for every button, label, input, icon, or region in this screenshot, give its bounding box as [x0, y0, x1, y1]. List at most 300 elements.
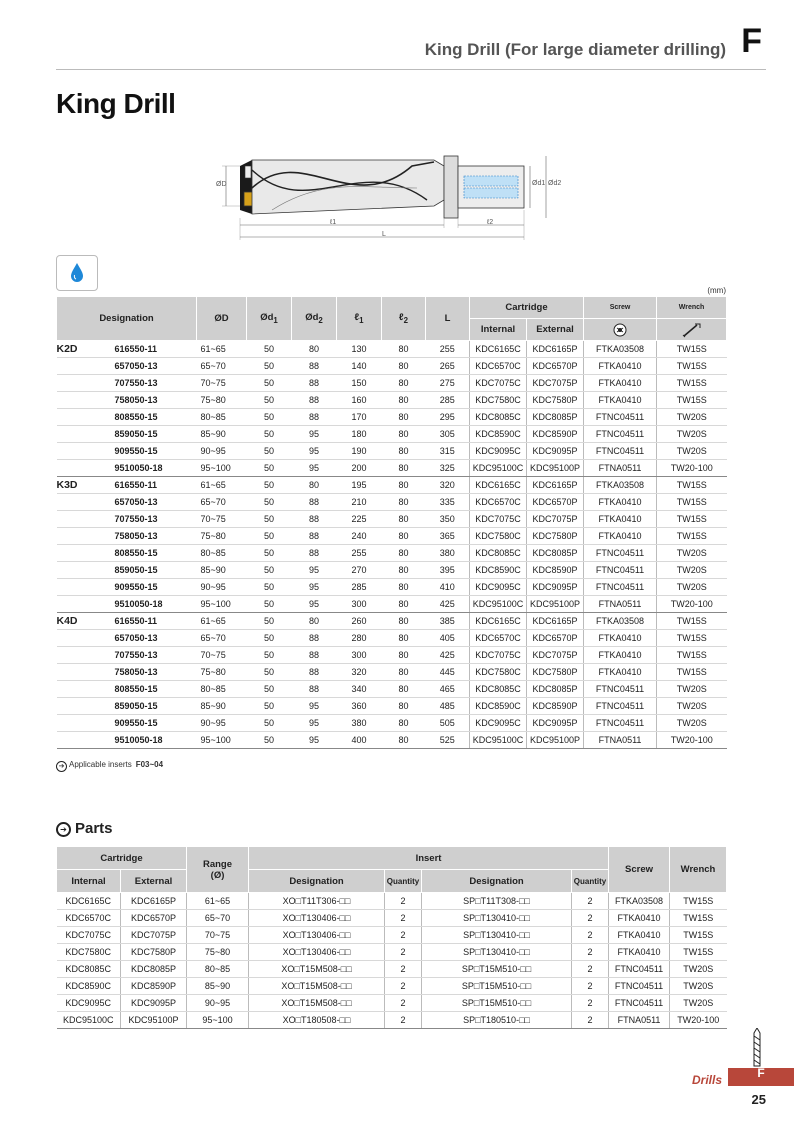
- th-internal: Internal: [470, 319, 527, 341]
- cell-cartridge-external: KDC95100P: [527, 732, 584, 749]
- cell-D: 95~100: [197, 460, 247, 477]
- cell-screw: FTNA0511: [584, 732, 657, 749]
- cell-wrench: TW20S: [657, 443, 727, 460]
- cell-L: 465: [426, 681, 470, 698]
- th-cartridge: Cartridge: [470, 297, 584, 319]
- series-label: [57, 698, 113, 715]
- th-wrench: Wrench: [657, 297, 727, 319]
- cell-cartridge-external: KDC7075P: [527, 647, 584, 664]
- parts-cell-screw: FTNA0511: [609, 1012, 670, 1029]
- cell-d2: 95: [292, 426, 337, 443]
- cell-d1: 50: [247, 341, 292, 358]
- parts-cell-insert-designation-2: SP□T15M510-□□: [422, 978, 572, 995]
- section-title: King Drill (For large diameter drilling): [424, 40, 726, 59]
- cell-cartridge-internal: KDC8590C: [470, 426, 527, 443]
- cell-D: 61~65: [197, 341, 247, 358]
- cell-l1: 130: [337, 341, 382, 358]
- cell-l1: 160: [337, 392, 382, 409]
- cell-d1: 50: [247, 443, 292, 460]
- parts-cell-insert-designation-2: SP□T15M510-□□: [422, 961, 572, 978]
- cell-cartridge-internal: KDC7580C: [470, 664, 527, 681]
- series-label: [57, 664, 113, 681]
- cell-wrench: TW20S: [657, 409, 727, 426]
- table-row: [57, 944, 727, 961]
- cell-l1: 150: [337, 375, 382, 392]
- screw-icon: [612, 322, 628, 338]
- parts-cell-cartridge-external: KDC6165P: [121, 893, 187, 910]
- parts-cell-insert-quantity-1: 2: [385, 1012, 422, 1029]
- cell-D: 70~75: [197, 511, 247, 528]
- cell-L: 525: [426, 732, 470, 749]
- cell-d2: 88: [292, 358, 337, 375]
- cell-L: 325: [426, 460, 470, 477]
- cell-screw: FTKA0410: [584, 664, 657, 681]
- cell-wrench: TW20S: [657, 562, 727, 579]
- applicable-inserts-note: [56, 760, 163, 772]
- parts-cell-insert-designation-2: SP□T130410-□□: [422, 944, 572, 961]
- coolant-icon-box: [56, 255, 98, 291]
- header-divider: [56, 69, 766, 70]
- cell-l1: 210: [337, 494, 382, 511]
- cell-l1: 190: [337, 443, 382, 460]
- cell-cartridge-external: KDC8590P: [527, 698, 584, 715]
- parts-cell-range: 95~100: [187, 1012, 249, 1029]
- cell-l2: 80: [382, 409, 426, 426]
- th-external: External: [527, 319, 584, 341]
- cell-L: 320: [426, 477, 470, 494]
- cell-screw: FTNC04511: [584, 443, 657, 460]
- parts-th-quantity-1: Quantity: [385, 870, 422, 893]
- series-label: [57, 596, 113, 613]
- th-L: L: [426, 297, 470, 341]
- cell-l2: 80: [382, 698, 426, 715]
- th-designation: Designation: [57, 297, 197, 341]
- cell-D: 95~100: [197, 732, 247, 749]
- cell-D: 85~90: [197, 698, 247, 715]
- cell-d2: 88: [292, 392, 337, 409]
- cell-d2: 95: [292, 732, 337, 749]
- parts-cell-range: 61~65: [187, 893, 249, 910]
- table-row: [57, 613, 727, 630]
- parts-th-external: External: [121, 870, 187, 893]
- parts-cell-cartridge-internal: KDC6165C: [57, 893, 121, 910]
- cell-cartridge-external: KDC7075P: [527, 375, 584, 392]
- dim-label-l1: ℓ1: [330, 219, 337, 226]
- cell-cartridge-external: KDC6165P: [527, 613, 584, 630]
- parts-cell-insert-designation-2: SP□T180510-□□: [422, 1012, 572, 1029]
- table-row: [57, 927, 727, 944]
- parts-cell-range: 65~70: [187, 910, 249, 927]
- cell-D: 85~90: [197, 562, 247, 579]
- cell-designation: 909550-15: [113, 715, 197, 732]
- parts-cell-screw: FTKA0410: [609, 944, 670, 961]
- parts-cell-insert-designation-1: XO□T130406-□□: [249, 944, 385, 961]
- applicable-inserts-ref: F03~04: [135, 760, 164, 769]
- cell-screw: FTKA03508: [584, 613, 657, 630]
- series-label: [57, 392, 113, 409]
- parts-cell-cartridge-external: KDC7580P: [121, 944, 187, 961]
- cell-L: 395: [426, 562, 470, 579]
- parts-cell-insert-designation-1: XO□T15M508-□□: [249, 961, 385, 978]
- parts-cell-insert-quantity-1: 2: [385, 944, 422, 961]
- cell-D: 75~80: [197, 664, 247, 681]
- series-label: [57, 511, 113, 528]
- parts-cell-insert-designation-1: XO□T11T306-□□: [249, 893, 385, 910]
- cell-designation: 758050-13: [113, 392, 197, 409]
- cell-l2: 80: [382, 681, 426, 698]
- cell-l2: 80: [382, 647, 426, 664]
- cell-screw: FTNA0511: [584, 596, 657, 613]
- cell-l2: 80: [382, 715, 426, 732]
- table-row: [57, 358, 727, 375]
- cell-screw: FTKA0410: [584, 630, 657, 647]
- cell-screw: FTKA0410: [584, 511, 657, 528]
- cell-wrench: TW15S: [657, 494, 727, 511]
- cell-D: 70~75: [197, 375, 247, 392]
- parts-cell-insert-quantity-1: 2: [385, 910, 422, 927]
- dim-label-d2: Ød2: [548, 180, 562, 187]
- th-screw: Screw: [584, 297, 657, 319]
- cell-cartridge-external: KDC9095P: [527, 579, 584, 596]
- parts-table: [56, 846, 727, 1029]
- th-D: ØD: [197, 297, 247, 341]
- cell-L: 265: [426, 358, 470, 375]
- cell-designation: 707550-13: [113, 375, 197, 392]
- cell-screw: FTNC04511: [584, 409, 657, 426]
- cell-d2: 88: [292, 409, 337, 426]
- cell-L: 255: [426, 341, 470, 358]
- cell-cartridge-internal: KDC8085C: [470, 409, 527, 426]
- cell-wrench: TW20S: [657, 715, 727, 732]
- series-label: [57, 426, 113, 443]
- dim-label-d1: Ød1: [532, 180, 546, 187]
- cell-wrench: TW20S: [657, 545, 727, 562]
- cell-d2: 88: [292, 664, 337, 681]
- cell-cartridge-external: KDC8085P: [527, 681, 584, 698]
- table-row: [57, 426, 727, 443]
- cell-d2: 80: [292, 477, 337, 494]
- cell-wrench: TW20S: [657, 426, 727, 443]
- cell-wrench: TW20-100: [657, 596, 727, 613]
- parts-th-designation-2: Designation: [422, 870, 572, 893]
- series-label: [57, 460, 113, 477]
- page-title: King Drill: [56, 88, 176, 119]
- cell-screw: FTKA0410: [584, 375, 657, 392]
- cell-d2: 88: [292, 681, 337, 698]
- cell-d2: 88: [292, 545, 337, 562]
- cell-L: 425: [426, 647, 470, 664]
- cell-d1: 50: [247, 409, 292, 426]
- dim-label-l2: ℓ2: [487, 219, 494, 226]
- cell-D: 61~65: [197, 477, 247, 494]
- cell-designation: 808550-15: [113, 409, 197, 426]
- parts-cell-insert-designation-1: XO□T130406-□□: [249, 910, 385, 927]
- page-number: 25: [751, 1092, 766, 1107]
- cell-l1: 195: [337, 477, 382, 494]
- cell-cartridge-internal: KDC7075C: [470, 647, 527, 664]
- cell-l2: 80: [382, 562, 426, 579]
- cell-cartridge-internal: KDC6570C: [470, 630, 527, 647]
- section-letter: F: [741, 22, 762, 60]
- parts-cell-range: 80~85: [187, 961, 249, 978]
- cell-screw: FTNC04511: [584, 579, 657, 596]
- arrow-circle-icon: ➔: [56, 822, 71, 837]
- cell-d2: 88: [292, 647, 337, 664]
- cell-d2: 88: [292, 528, 337, 545]
- cell-d1: 50: [247, 511, 292, 528]
- parts-cell-insert-quantity-1: 2: [385, 893, 422, 910]
- cell-l2: 80: [382, 545, 426, 562]
- table-row: [57, 698, 727, 715]
- table-row: [57, 477, 727, 494]
- th-d2: $Ød_2$: [292, 297, 337, 341]
- cell-D: 80~85: [197, 545, 247, 562]
- cell-d1: 50: [247, 715, 292, 732]
- cell-cartridge-internal: KDC6165C: [470, 477, 527, 494]
- cell-screw: FTNC04511: [584, 681, 657, 698]
- cell-cartridge-internal: KDC6570C: [470, 494, 527, 511]
- parts-cell-cartridge-internal: KDC7580C: [57, 944, 121, 961]
- parts-cell-cartridge-external: KDC95100P: [121, 1012, 187, 1029]
- cell-d1: 50: [247, 562, 292, 579]
- th-l2: ℓ$_2$: [382, 297, 426, 341]
- table-row: [57, 961, 727, 978]
- parts-cell-insert-quantity-1: 2: [385, 927, 422, 944]
- cell-L: 425: [426, 596, 470, 613]
- cell-d1: 50: [247, 613, 292, 630]
- cell-wrench: TW15S: [657, 613, 727, 630]
- cell-d1: 50: [247, 426, 292, 443]
- cell-cartridge-internal: KDC9095C: [470, 715, 527, 732]
- cell-cartridge-external: KDC95100P: [527, 596, 584, 613]
- cell-D: 65~70: [197, 494, 247, 511]
- parts-cell-insert-quantity-1: 2: [385, 961, 422, 978]
- cell-cartridge-external: KDC8590P: [527, 562, 584, 579]
- cell-d1: 50: [247, 528, 292, 545]
- cell-l2: 80: [382, 375, 426, 392]
- parts-cell-insert-designation-1: XO□T130406-□□: [249, 927, 385, 944]
- series-label: [57, 579, 113, 596]
- cell-L: 365: [426, 528, 470, 545]
- cell-l2: 80: [382, 528, 426, 545]
- cell-l1: 225: [337, 511, 382, 528]
- table-row: [57, 545, 727, 562]
- cell-L: 380: [426, 545, 470, 562]
- cell-d2: 80: [292, 613, 337, 630]
- cell-l1: 270: [337, 562, 382, 579]
- cell-d1: 50: [247, 630, 292, 647]
- cell-designation: 616550-11: [113, 477, 197, 494]
- th-d1: $Ød_1$: [247, 297, 292, 341]
- cell-l2: 80: [382, 341, 426, 358]
- cell-d2: 80: [292, 341, 337, 358]
- table-row: [57, 579, 727, 596]
- cell-D: 65~70: [197, 358, 247, 375]
- cell-cartridge-external: KDC6165P: [527, 477, 584, 494]
- parts-cell-cartridge-external: KDC8590P: [121, 978, 187, 995]
- parts-cell-insert-quantity-2: 2: [572, 961, 609, 978]
- cell-l2: 80: [382, 664, 426, 681]
- cell-cartridge-internal: KDC8085C: [470, 681, 527, 698]
- cell-l1: 340: [337, 681, 382, 698]
- cell-D: 90~95: [197, 443, 247, 460]
- cell-l2: 80: [382, 613, 426, 630]
- cell-D: 75~80: [197, 392, 247, 409]
- cell-d1: 50: [247, 681, 292, 698]
- cell-D: 90~95: [197, 715, 247, 732]
- series-label: K2D: [57, 341, 113, 358]
- cell-d2: 88: [292, 375, 337, 392]
- series-label: K4D: [57, 613, 113, 630]
- specification-table: [56, 297, 727, 749]
- cell-cartridge-external: KDC7580P: [527, 528, 584, 545]
- series-label: [57, 732, 113, 749]
- parts-cell-wrench: TW20S: [670, 978, 727, 995]
- cell-l1: 380: [337, 715, 382, 732]
- unit-label: (mm): [707, 286, 726, 295]
- series-label: [57, 528, 113, 545]
- cell-designation: 9510050-18: [113, 596, 197, 613]
- cell-cartridge-external: KDC6165P: [527, 341, 584, 358]
- cell-l1: 255: [337, 545, 382, 562]
- cell-cartridge-external: KDC9095P: [527, 443, 584, 460]
- cell-d1: 50: [247, 664, 292, 681]
- cell-designation: 707550-13: [113, 511, 197, 528]
- parts-cell-wrench: TW20-100: [670, 1012, 727, 1029]
- cell-l2: 80: [382, 732, 426, 749]
- parts-cell-insert-designation-2: SP□T130410-□□: [422, 927, 572, 944]
- cell-designation: 859050-15: [113, 426, 197, 443]
- cell-wrench: TW20-100: [657, 460, 727, 477]
- parts-cell-screw: FTKA03508: [609, 893, 670, 910]
- cell-D: 95~100: [197, 596, 247, 613]
- cell-l1: 180: [337, 426, 382, 443]
- dim-label-D: ØD: [216, 181, 227, 188]
- cell-designation: 707550-13: [113, 647, 197, 664]
- cell-cartridge-external: KDC6570P: [527, 358, 584, 375]
- parts-cell-cartridge-external: KDC7075P: [121, 927, 187, 944]
- cell-d2: 95: [292, 460, 337, 477]
- cell-wrench: TW15S: [657, 511, 727, 528]
- cell-designation: 808550-15: [113, 545, 197, 562]
- cell-d1: 50: [247, 358, 292, 375]
- cell-screw: FTKA03508: [584, 477, 657, 494]
- cell-cartridge-external: KDC7580P: [527, 392, 584, 409]
- cell-L: 405: [426, 630, 470, 647]
- cell-cartridge-internal: KDC8590C: [470, 562, 527, 579]
- cell-d1: 50: [247, 392, 292, 409]
- cell-wrench: TW20S: [657, 681, 727, 698]
- footer-section-name: Drills: [692, 1073, 723, 1087]
- cell-D: 85~90: [197, 426, 247, 443]
- cell-wrench: TW15S: [657, 375, 727, 392]
- cell-screw: FTNC04511: [584, 426, 657, 443]
- parts-cell-insert-quantity-2: 2: [572, 944, 609, 961]
- series-label: [57, 715, 113, 732]
- cell-cartridge-external: KDC7075P: [527, 511, 584, 528]
- cell-cartridge-internal: KDC7075C: [470, 511, 527, 528]
- parts-cell-insert-designation-2: SP□T15M510-□□: [422, 995, 572, 1012]
- cell-screw: FTKA0410: [584, 358, 657, 375]
- parts-cell-insert-quantity-2: 2: [572, 927, 609, 944]
- cell-d2: 95: [292, 562, 337, 579]
- cell-L: 485: [426, 698, 470, 715]
- cell-l2: 80: [382, 426, 426, 443]
- table-row: [57, 341, 727, 358]
- parts-cell-insert-designation-2: SP□T130410-□□: [422, 910, 572, 927]
- cell-L: 285: [426, 392, 470, 409]
- cell-screw: FTNC04511: [584, 562, 657, 579]
- cell-d2: 95: [292, 579, 337, 596]
- series-label: [57, 409, 113, 426]
- cell-designation: 616550-11: [113, 341, 197, 358]
- parts-cell-screw: FTNC04511: [609, 978, 670, 995]
- cell-cartridge-internal: KDC8085C: [470, 545, 527, 562]
- parts-cell-insert-quantity-2: 2: [572, 1012, 609, 1029]
- parts-cell-insert-quantity-1: 2: [385, 995, 422, 1012]
- table-row: [57, 715, 727, 732]
- cell-L: 350: [426, 511, 470, 528]
- cell-L: 410: [426, 579, 470, 596]
- parts-cell-cartridge-external: KDC9095P: [121, 995, 187, 1012]
- cell-cartridge-external: KDC6570P: [527, 494, 584, 511]
- cell-d1: 50: [247, 460, 292, 477]
- footer-tab-letter: F: [757, 1066, 765, 1080]
- cell-cartridge-external: KDC8085P: [527, 409, 584, 426]
- cell-L: 445: [426, 664, 470, 681]
- parts-cell-wrench: TW20S: [670, 961, 727, 978]
- cell-d2: 88: [292, 494, 337, 511]
- parts-title: Parts: [75, 820, 113, 837]
- applicable-inserts-text: Applicable inserts: [69, 760, 132, 769]
- parts-cell-insert-quantity-1: 2: [385, 978, 422, 995]
- cell-screw: FTKA0410: [584, 528, 657, 545]
- table-row: [57, 443, 727, 460]
- cell-D: 70~75: [197, 647, 247, 664]
- table-row: [57, 494, 727, 511]
- cell-d1: 50: [247, 375, 292, 392]
- cell-L: 385: [426, 613, 470, 630]
- parts-cell-screw: FTNC04511: [609, 995, 670, 1012]
- cell-L: 275: [426, 375, 470, 392]
- table-row: [57, 409, 727, 426]
- cell-D: 75~80: [197, 528, 247, 545]
- parts-cell-wrench: TW20S: [670, 995, 727, 1012]
- parts-cell-range: 90~95: [187, 995, 249, 1012]
- cell-l2: 80: [382, 630, 426, 647]
- parts-cell-range: 75~80: [187, 944, 249, 961]
- specification-rows: [57, 341, 727, 749]
- parts-cell-insert-quantity-2: 2: [572, 893, 609, 910]
- cell-d2: 95: [292, 443, 337, 460]
- cell-L: 335: [426, 494, 470, 511]
- cell-designation: 616550-11: [113, 613, 197, 630]
- cell-wrench: TW15S: [657, 358, 727, 375]
- cell-screw: FTNC04511: [584, 715, 657, 732]
- cell-wrench: TW15S: [657, 664, 727, 681]
- water-drop-icon: [57, 256, 97, 290]
- cell-wrench: TW15S: [657, 341, 727, 358]
- cell-L: 305: [426, 426, 470, 443]
- th-wrench-pic: [657, 319, 727, 341]
- parts-rows: [57, 893, 727, 1029]
- cell-cartridge-internal: KDC6165C: [470, 613, 527, 630]
- parts-cell-cartridge-external: KDC8085P: [121, 961, 187, 978]
- dim-label-L: L: [382, 231, 386, 238]
- cell-l1: 140: [337, 358, 382, 375]
- drill-bit-icon: [750, 1028, 764, 1068]
- cell-d1: 50: [247, 477, 292, 494]
